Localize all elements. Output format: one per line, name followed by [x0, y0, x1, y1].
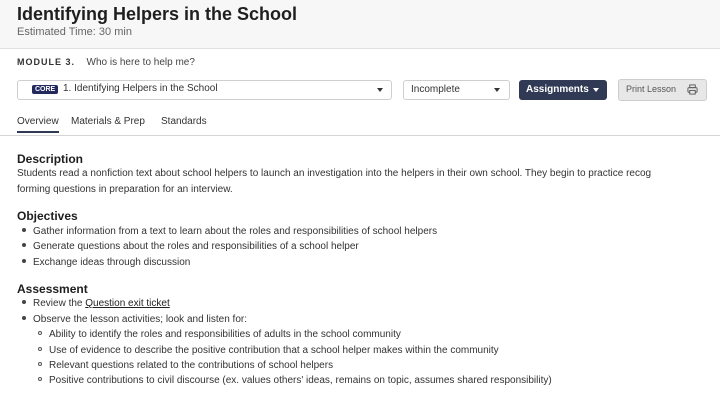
tab-standards[interactable]: Standards: [161, 116, 207, 127]
assessment-sub-item: Use of evidence to describe the positive contribution that a school helper makes within the community: [38, 345, 499, 356]
review-prefix: Review the: [33, 298, 83, 309]
chevron-down-icon: [593, 88, 599, 92]
assessment-sub-item: Relevant questions related to the contributions of school helpers: [38, 360, 333, 371]
description-text: forming questions in preparation for an interview.: [17, 184, 233, 195]
bullet-icon: [38, 362, 42, 366]
tab-materials-prep[interactable]: Materials & Prep: [71, 116, 145, 127]
print-lesson-button[interactable]: [618, 79, 707, 101]
bullet-icon: [22, 259, 26, 263]
core-badge: CORE: [32, 85, 58, 94]
module-label: MODULE 3.: [17, 57, 76, 67]
assignments-button-label: Assignments: [526, 84, 589, 95]
status-select[interactable]: [403, 80, 510, 100]
module-row: [17, 57, 195, 68]
module-name: Who is here to help me?: [86, 57, 195, 68]
bullet-icon: [22, 243, 26, 247]
tab-overview[interactable]: Overview: [17, 116, 59, 133]
chevron-down-icon: [494, 88, 500, 92]
assessment-item: [22, 298, 170, 309]
bullet-icon: [38, 331, 42, 335]
status-select-value: Incomplete: [411, 84, 460, 95]
lesson-header: [0, 0, 720, 49]
assignments-button[interactable]: [519, 80, 607, 100]
objective-item: Exchange ideas through discussion: [22, 257, 190, 268]
bullet-icon: [38, 347, 42, 351]
assessment-item: Observe the lesson activities; look and listen for:: [22, 314, 247, 325]
bullet-icon: [22, 228, 26, 232]
tab-bar: [0, 112, 720, 136]
chevron-down-icon: [377, 88, 383, 92]
description-text: Students read a nonfiction text about school helpers to launch an investigation into the helpers in their own school. They begin to practice recog: [17, 168, 652, 179]
page-title: Identifying Helpers in the School: [17, 4, 298, 24]
objective-item: Generate questions about the roles and responsibilities of a school helper: [22, 241, 359, 252]
assessment-sub-item: Positive contributions to civil discourse (ex. values others' ideas, remains on topic, assumes shared responsibility): [38, 375, 552, 386]
bullet-icon: [38, 377, 42, 381]
lesson-select[interactable]: [17, 80, 392, 100]
print-lesson-label: Print Lesson: [626, 84, 677, 94]
question-exit-ticket-link[interactable]: Question exit ticket: [85, 298, 170, 309]
description-heading: Description: [17, 152, 84, 166]
lesson-select-value: 1. Identifying Helpers in the School: [63, 83, 218, 94]
assessment-sub-item: Ability to identify the roles and responsibilities of adults in the school community: [38, 329, 401, 340]
printer-icon: [687, 84, 698, 95]
objectives-heading: Objectives: [17, 209, 78, 223]
estimated-time: Estimated Time: 30 min: [17, 26, 132, 38]
objective-item: Gather information from a text to learn about the roles and responsibilities of school helpers: [22, 226, 437, 237]
bullet-icon: [22, 300, 26, 304]
assessment-heading: Assessment: [17, 282, 88, 296]
bullet-icon: [22, 316, 26, 320]
